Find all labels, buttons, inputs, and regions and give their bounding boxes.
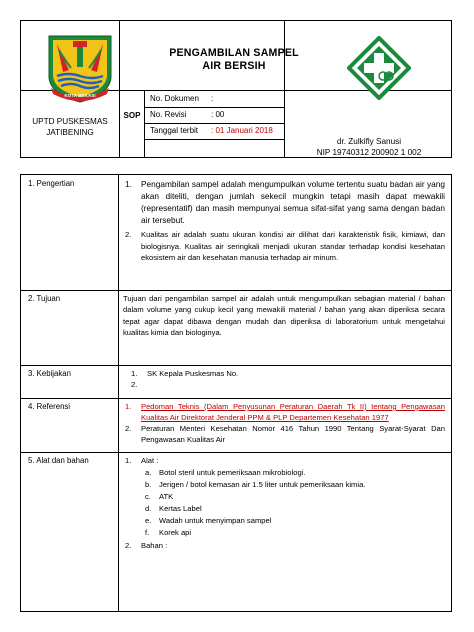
meta-label: Tanggal terbit [150,126,199,135]
row-alat-dan-bahan [21,452,451,612]
item-number: 1. [125,179,132,189]
crest-ribbon-text: KOTA BEKASI [64,93,96,98]
header-divider [119,21,120,157]
document-title [141,47,327,73]
list-item [125,401,445,423]
kota-bekasi-crest-icon [43,30,117,104]
alat-item [145,468,445,478]
item-number: 2. [125,424,132,434]
sub-text: Korek api [159,528,192,538]
list-item [125,178,445,226]
row-label: 3. Kebijakan [28,369,71,378]
sub-number: a. [145,468,152,478]
item-text: Kualitas air adalah suatu ukuran kondisi air dilihat dari karakteristik fisik, kimiawi, dan biologisnya. Kualitas air seringkali menjadi ukuran standar terhadap kondisi kesehatan ekosistem air dan kesehatan manusia terhadap air minum. [141,230,445,262]
row-referensi [21,398,451,452]
alat-item [145,528,445,538]
item-text: Pengambilan sampel adalah mengumpulkan volume tertentu suatu badan air yang akan diteliti, dengan jumlah sekecil mungkin tetapi masih dapat mewakili (representatif) dan masih mempunyai semua sifat-sifat yang sama dengan badan air tersebut. [141,179,445,226]
row-content [131,368,445,390]
meta-label: No. Revisi [150,110,187,119]
alat-label: Alat : [141,456,159,465]
row-label: 2. Tujuan [28,294,61,303]
puskesmas-logo-icon [347,36,411,100]
organization-name [21,117,119,138]
signer-block [285,137,453,158]
header-divider [144,139,284,140]
list-item [125,423,445,445]
row-content [125,456,445,551]
sub-number: f. [145,528,150,538]
list-item [131,368,445,379]
org-line-1: UPTD PUSKESMAS [32,117,108,126]
sub-number: e. [145,516,152,526]
item-number: 2. [125,541,132,551]
meta-row-document-number [145,91,285,107]
list-item [125,229,445,263]
alat-item [145,504,445,514]
sub-number: c. [145,492,151,502]
sub-text: Botol steril untuk pemeriksaan mikrobiologi. [159,468,306,478]
row-label: 4. Referensi [28,402,71,411]
row-tujuan [21,290,451,365]
alat-item [145,480,445,490]
item-number: 1. [131,369,138,378]
row-label: 1. Pengertian [28,179,75,188]
sub-text: Kertas Label [159,504,202,514]
signer-name: dr. Zulkifly Sanusi [336,137,402,146]
signer-nip: NIP 19740312 200902 1 002 [316,147,422,157]
sub-text: ATK [159,492,174,502]
title-line-2: AIR BERSIH [202,60,266,73]
sop-body-table [20,174,452,612]
item-text: Peraturan Menteri Kesehatan Nomor 416 Tahun 1990 Tentang Syarat-Syarat Dan Pengawasan Kualitas Air [141,424,445,445]
item-text: SK Kepala Puskesmas No. [147,369,239,378]
sub-number: d. [145,504,152,514]
sop-header-table [20,20,452,158]
alat-item [145,516,445,526]
item-number: 1. [125,402,132,411]
sop-label: SOP [123,111,141,120]
item-text-link: Pedoman Teknis (Dalam Penyusunan Peraturan Daerah Tk II) tentang Pengawasan Kualitas Air Direktorat Jenderal PPM & PLP Departemen Kesehatan 1977 [141,402,445,423]
list-item [131,379,445,390]
meta-row-revision [145,107,285,123]
paragraph: Tujuan dari pengambilan sampel air adalah untuk mengumpulkan sebagian material / bahan dalam volume yang cukup kecil yang mewakili material / bahan yang akan diperiksa secara tepat agar dapat dibawa dengan mudah dan diperiksa di laboratorium untuk mengetahui kualitas kimia dan biologinya. [123,294,445,338]
item-number: 2. [131,380,138,390]
meta-value: : 00 [211,110,225,119]
alat-item [145,492,445,502]
item-number: 2. [125,230,132,240]
row-kebijakan [21,365,451,398]
sub-text: Jerigen / botol kemasan air 1.5 liter untuk pemeriksaan kimia. [159,480,366,490]
item-text [143,379,445,390]
list-item [125,456,445,466]
sub-number: b. [145,480,152,490]
row-content [123,293,445,339]
list-item [125,541,445,551]
meta-value: : [211,94,214,103]
row-content [125,401,445,445]
meta-label: No. Dokumen [150,94,199,103]
item-number: 1. [125,456,132,465]
bahan-label: Bahan : [141,541,168,551]
meta-row-issue-date [145,123,285,139]
row-pengertian [21,175,451,290]
meta-value-date: : 01 Januari 2018 [211,126,273,135]
row-label: 5. Alat dan bahan [28,456,89,465]
sub-text: Wadah untuk menyimpan sampel [159,516,272,526]
title-line-1: PENGAMBILAN SAMPEL [169,47,299,59]
row-content [125,178,445,263]
org-line-2: JATIBENING [46,127,94,137]
